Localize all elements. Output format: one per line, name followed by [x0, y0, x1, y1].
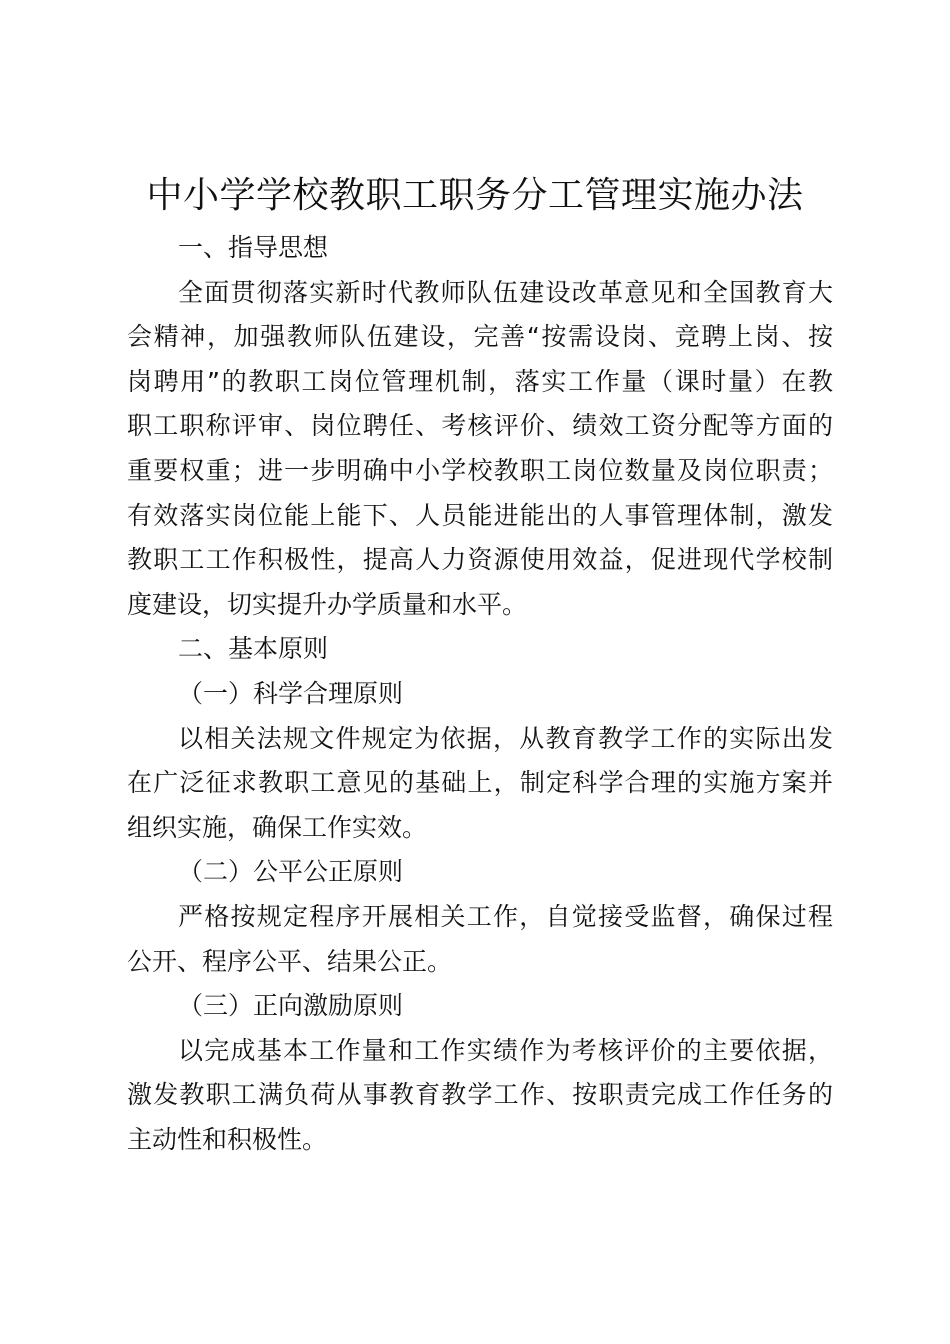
paragraph-line: 职工职称评审、岗位聘任、考核评价、绩效工资分配等方面的: [127, 411, 833, 441]
paragraph-line: 公开、程序公平、结果公正。: [127, 946, 453, 976]
paragraph-line: 教职工工作积极性，提高人力资源使用效益，促进现代学校制: [127, 545, 833, 575]
document-body: [127, 226, 833, 1162]
paragraph-line: 以完成基本工作量和工作实绩作为考核评价的主要依据，: [178, 1035, 833, 1065]
paragraph-line: 激发教职工满负荷从事教育教学工作、按职责完成工作任务的: [127, 1080, 833, 1110]
paragraph-line: 岗聘用”的教职工岗位管理机制，落实工作量（课时量）在教: [127, 366, 833, 396]
paragraph-line: 全面贯彻落实新时代教师队伍建设改革意见和全国教育大: [178, 277, 833, 307]
paragraph-line: 在广泛征求教职工意见的基础上，制定科学合理的实施方案并: [127, 768, 833, 798]
section-heading-guiding-ideology: 一、指导思想: [178, 233, 329, 262]
paragraph-line: 严格按规定程序开展相关工作，自觉接受监督，确保过程: [178, 901, 833, 931]
paragraph-line: 以相关法规文件规定为依据，从教育教学工作的实际出发: [178, 723, 833, 753]
paragraph-line: 主动性和积极性。: [127, 1124, 328, 1154]
paragraph-line: 有效落实岗位能上能下、人员能进能出的人事管理体制，激发: [127, 500, 833, 530]
section-heading-basic-principles: 二、基本原则: [178, 634, 329, 664]
subheading-scientific-principle: （一）科学合理原则: [178, 678, 404, 708]
paragraph-line: 组织实施，确保工作实效。: [127, 812, 428, 842]
subheading-fairness-principle: （二）公平公正原则: [178, 857, 404, 887]
document-title: 中小学学校教职工职务分工管理实施办法: [146, 175, 804, 216]
paragraph-line: 会精神，加强教师队伍建设，完善“按需设岗、竞聘上岗、按: [127, 322, 833, 352]
paragraph-line: 重要权重；进一步明确中小学校教职工岗位数量及岗位职责；: [127, 455, 833, 485]
subheading-incentive-principle: （三）正向激励原则: [178, 991, 404, 1021]
paragraph-line: 度建设，切实提升办学质量和水平。: [127, 589, 528, 619]
